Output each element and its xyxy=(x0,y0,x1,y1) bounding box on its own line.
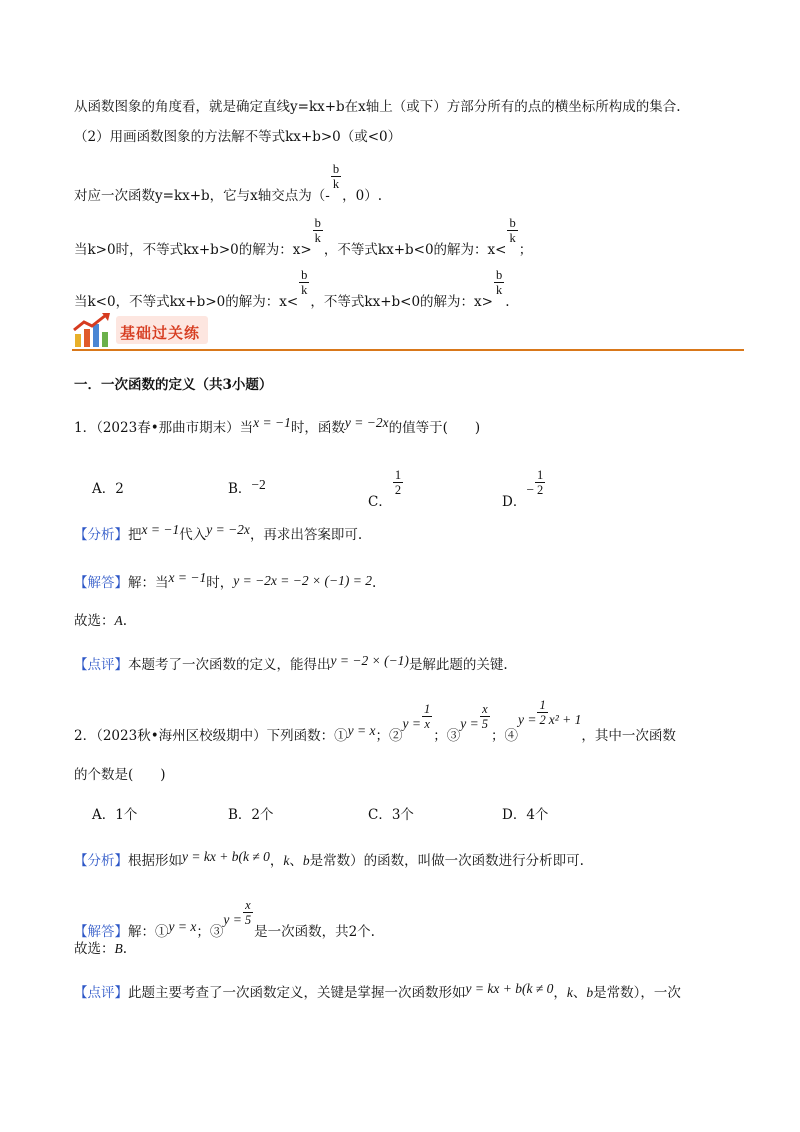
q1-choice: 故选：A. xyxy=(74,613,128,629)
q1-comment: 【点评】本题考了一次函数的定义，能得出y = −2 × (−1)是解此题的关键. xyxy=(74,653,508,673)
banner-title: 基础过关练 xyxy=(120,324,201,342)
fraction-b-over-k: $\frac{b}{k}$ xyxy=(301,268,308,297)
q2-option-a[interactable]: A．1个 xyxy=(92,807,138,823)
q1-option-b[interactable]: B．−2 xyxy=(228,477,266,497)
fraction-b-over-k: $\frac{b}{k}$ xyxy=(314,216,321,245)
q1-option-a[interactable]: A．2 xyxy=(92,481,124,497)
section-banner xyxy=(72,312,744,354)
intro-line-3: 对应一次函数y=kx+b，它与x轴交点为（- $\frac{b}{k}$ ，0）. xyxy=(74,162,383,204)
fraction-b-over-k: $\frac{b}{k}$ xyxy=(495,268,503,297)
growth-chart-icon xyxy=(72,312,114,348)
q2-answer: 【解答】解：①y = x；③y = $\frac{x}{5}$ 是一次函数，共2个. xyxy=(74,898,375,940)
banner-divider xyxy=(72,349,744,351)
intro-line-1: 从函数图象的角度看，就是确定直线y=kx+b在x轴上（或下）方部分所有的点的横坐标所构成的集合. xyxy=(74,99,681,115)
q2-stem-line-2: 的个数是( ) xyxy=(74,767,166,783)
fraction-b-over-k: $\frac{b}{k}$ xyxy=(509,216,516,245)
q1-option-d[interactable]: D．− $\frac{1}{2}$ xyxy=(502,468,544,510)
intro-line-5: 当k<0，不等式kx+b>0的解为：x< $\frac{b}{k}$ ，不等式kx+b<0的解为：x> $\frac{b}{k}$ . xyxy=(74,268,510,310)
q2-option-d[interactable]: D．4个 xyxy=(502,807,549,823)
intro-line-2: （2）用画函数图象的方法解不等式kx+b>0（或<0） xyxy=(74,129,402,145)
section-title: 一．一次函数的定义（共3小题） xyxy=(74,377,273,393)
q1-analysis: 【分析】把x = −1代入y = −2x，再求出答案即可. xyxy=(74,522,363,543)
q2-option-b[interactable]: B．2个 xyxy=(228,807,274,823)
intro-line-4: 当k>0时，不等式kx+b>0的解为：x> $\frac{b}{k}$ ，不等式kx+b<0的解为：x< $\frac{b}{k}$ ； xyxy=(74,216,533,258)
q2-comment: 【点评】此题主要考查了一次函数定义，关键是掌握一次函数形如y = kx + b(k ≠ 0，k、b是常数），一次 xyxy=(74,981,681,1001)
q2-option-c[interactable]: C．3个 xyxy=(368,807,414,823)
q2-analysis: 【分析】根据形如y = kx + b(k ≠ 0，k、b是常数）的函数，叫做一次函数进行分析即可. xyxy=(74,849,584,869)
q2-choice: 故选：B. xyxy=(74,941,128,957)
q1-option-c[interactable]: C． $\frac{1}{2}$ xyxy=(368,468,402,510)
q1-stem: 1．（2023春•那曲市期末）当x = −1时，函数y = −2x的值等于( ) xyxy=(74,415,481,436)
q1-answer: 【解答】解：当x = −1时，y = −2x = −2 × (−1) = 2. xyxy=(74,570,377,591)
fraction-b-over-k: $\frac{b}{k}$ xyxy=(332,162,340,191)
q2-stem: 2．（2023秋•海州区校级期中）下列函数：①y = x；②y = $\frac{1}{x}$ ；③y = $\frac{x}{5}$ ；④y = $\frac{1}{2}$ x² + 1，其中一次函数 xyxy=(74,698,676,744)
